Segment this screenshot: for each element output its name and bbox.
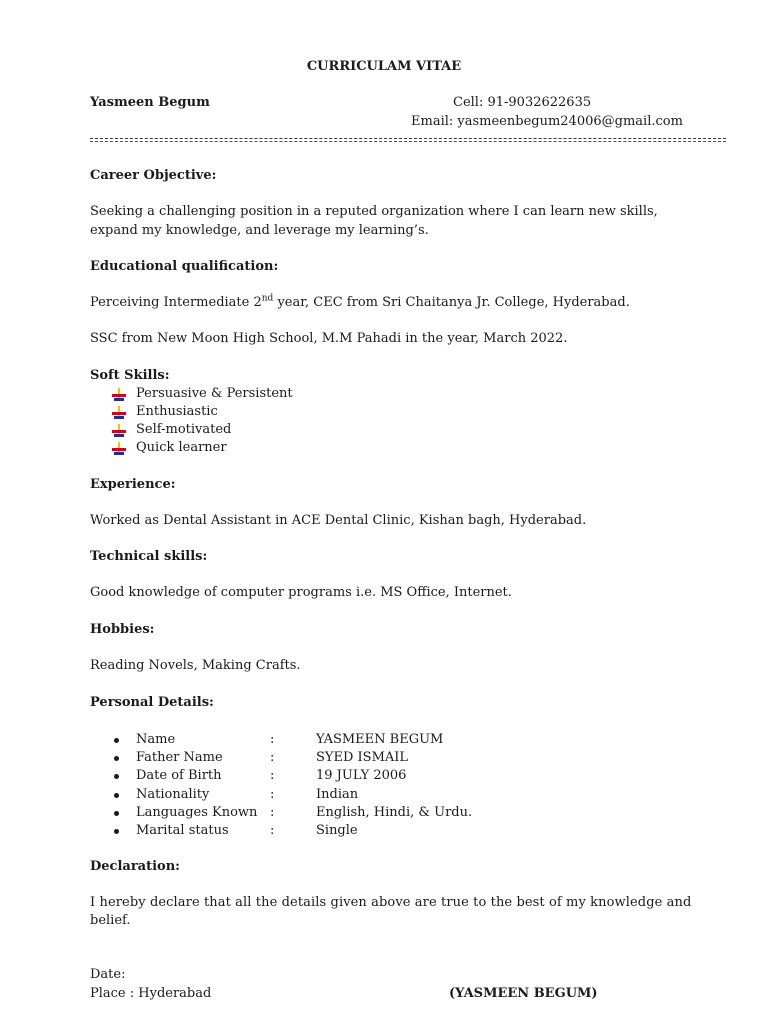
career-objective-line-1: Seeking a challenging position in a reputed organization where I can learn new skills, bbox=[90, 204, 658, 219]
declaration-line-1: I hereby declare that all the details given above are true to the best of my knowledge and bbox=[90, 895, 692, 910]
signature-name: (YASMEEN BEGUM) bbox=[449, 986, 598, 1001]
personal-separator: : bbox=[270, 732, 275, 747]
place-label: Place : Hyderabad bbox=[90, 986, 212, 1001]
bullet-dot bbox=[114, 756, 119, 761]
technical-skills-text: Good knowledge of computer programs i.e. MS Office, Internet. bbox=[90, 585, 512, 600]
declaration-line-2: belief. bbox=[90, 913, 131, 928]
soft-skill-item: Persuasive & Persistent bbox=[136, 386, 293, 401]
career-objective-heading: Career Objective: bbox=[90, 168, 217, 183]
education-item-intermediate-sup: nd bbox=[261, 293, 274, 304]
arrow-bullet-icon bbox=[112, 406, 126, 420]
personal-label-name: Name bbox=[136, 732, 176, 747]
education-heading: Educational qualification: bbox=[90, 259, 279, 274]
arrow-bullet-icon bbox=[112, 424, 126, 438]
personal-label-languages: Languages Known bbox=[136, 805, 258, 820]
experience-heading: Experience: bbox=[90, 477, 176, 492]
hobbies-heading: Hobbies: bbox=[90, 622, 155, 637]
technical-skills-heading: Technical skills: bbox=[90, 549, 208, 564]
career-objective-line-2: expand my knowledge, and leverage my learning’s. bbox=[90, 223, 429, 238]
bullet-dot bbox=[114, 793, 119, 798]
personal-label-dob: Date of Birth bbox=[136, 768, 222, 783]
personal-value-father-name: SYED ISMAIL bbox=[316, 750, 409, 765]
document-title: CURRICULAM VITAE bbox=[306, 59, 462, 74]
personal-separator: : bbox=[270, 823, 275, 838]
personal-separator: : bbox=[270, 750, 275, 765]
personal-value-nationality: Indian bbox=[316, 787, 359, 802]
hobbies-text: Reading Novels, Making Crafts. bbox=[90, 658, 301, 673]
experience-text: Worked as Dental Assistant in ACE Dental Clinic, Kishan bagh, Hyderabad. bbox=[90, 513, 587, 528]
bullet-dot bbox=[114, 738, 119, 743]
candidate-name: Yasmeen Begum bbox=[90, 95, 210, 110]
header-separator bbox=[90, 138, 726, 139]
arrow-bullet-icon bbox=[112, 442, 126, 456]
personal-label-father-name: Father Name bbox=[136, 750, 223, 765]
personal-details-heading: Personal Details: bbox=[90, 695, 214, 710]
personal-label-nationality: Nationality bbox=[136, 787, 210, 802]
personal-value-languages: English, Hindi, & Urdu. bbox=[316, 805, 473, 820]
date-label: Date: bbox=[90, 967, 126, 982]
bullet-dot bbox=[114, 774, 119, 779]
soft-skills-heading: Soft Skills: bbox=[90, 368, 170, 383]
arrow-bullet-icon bbox=[112, 388, 126, 402]
declaration-heading: Declaration: bbox=[90, 859, 180, 874]
bullet-dot bbox=[114, 829, 119, 834]
education-item-ssc: SSC from New Moon High School, M.M Pahadi in the year, March 2022. bbox=[90, 331, 568, 346]
personal-value-name: YASMEEN BEGUM bbox=[316, 732, 444, 747]
personal-label-marital-status: Marital status bbox=[136, 823, 229, 838]
soft-skill-item: Quick learner bbox=[136, 440, 227, 455]
email-address: Email: yasmeenbegum24006@gmail.com bbox=[411, 114, 683, 129]
education-item-intermediate-pre: Perceiving Intermediate 2 bbox=[90, 295, 262, 310]
soft-skill-item: Self-motivated bbox=[136, 422, 232, 437]
education-item-intermediate bbox=[90, 294, 630, 312]
personal-value-dob: 19 JULY 2006 bbox=[316, 768, 407, 783]
education-item-intermediate-post: year, CEC from Sri Chaitanya Jr. College, Hyderabad. bbox=[273, 295, 630, 310]
personal-separator: : bbox=[270, 805, 275, 820]
soft-skill-item: Enthusiastic bbox=[136, 404, 218, 419]
bullet-dot bbox=[114, 811, 119, 816]
personal-separator: : bbox=[270, 787, 275, 802]
cell-number: Cell: 91-9032622635 bbox=[453, 95, 592, 110]
personal-separator: : bbox=[270, 768, 275, 783]
personal-value-marital-status: Single bbox=[316, 823, 358, 838]
header-separator-lower bbox=[90, 141, 726, 142]
